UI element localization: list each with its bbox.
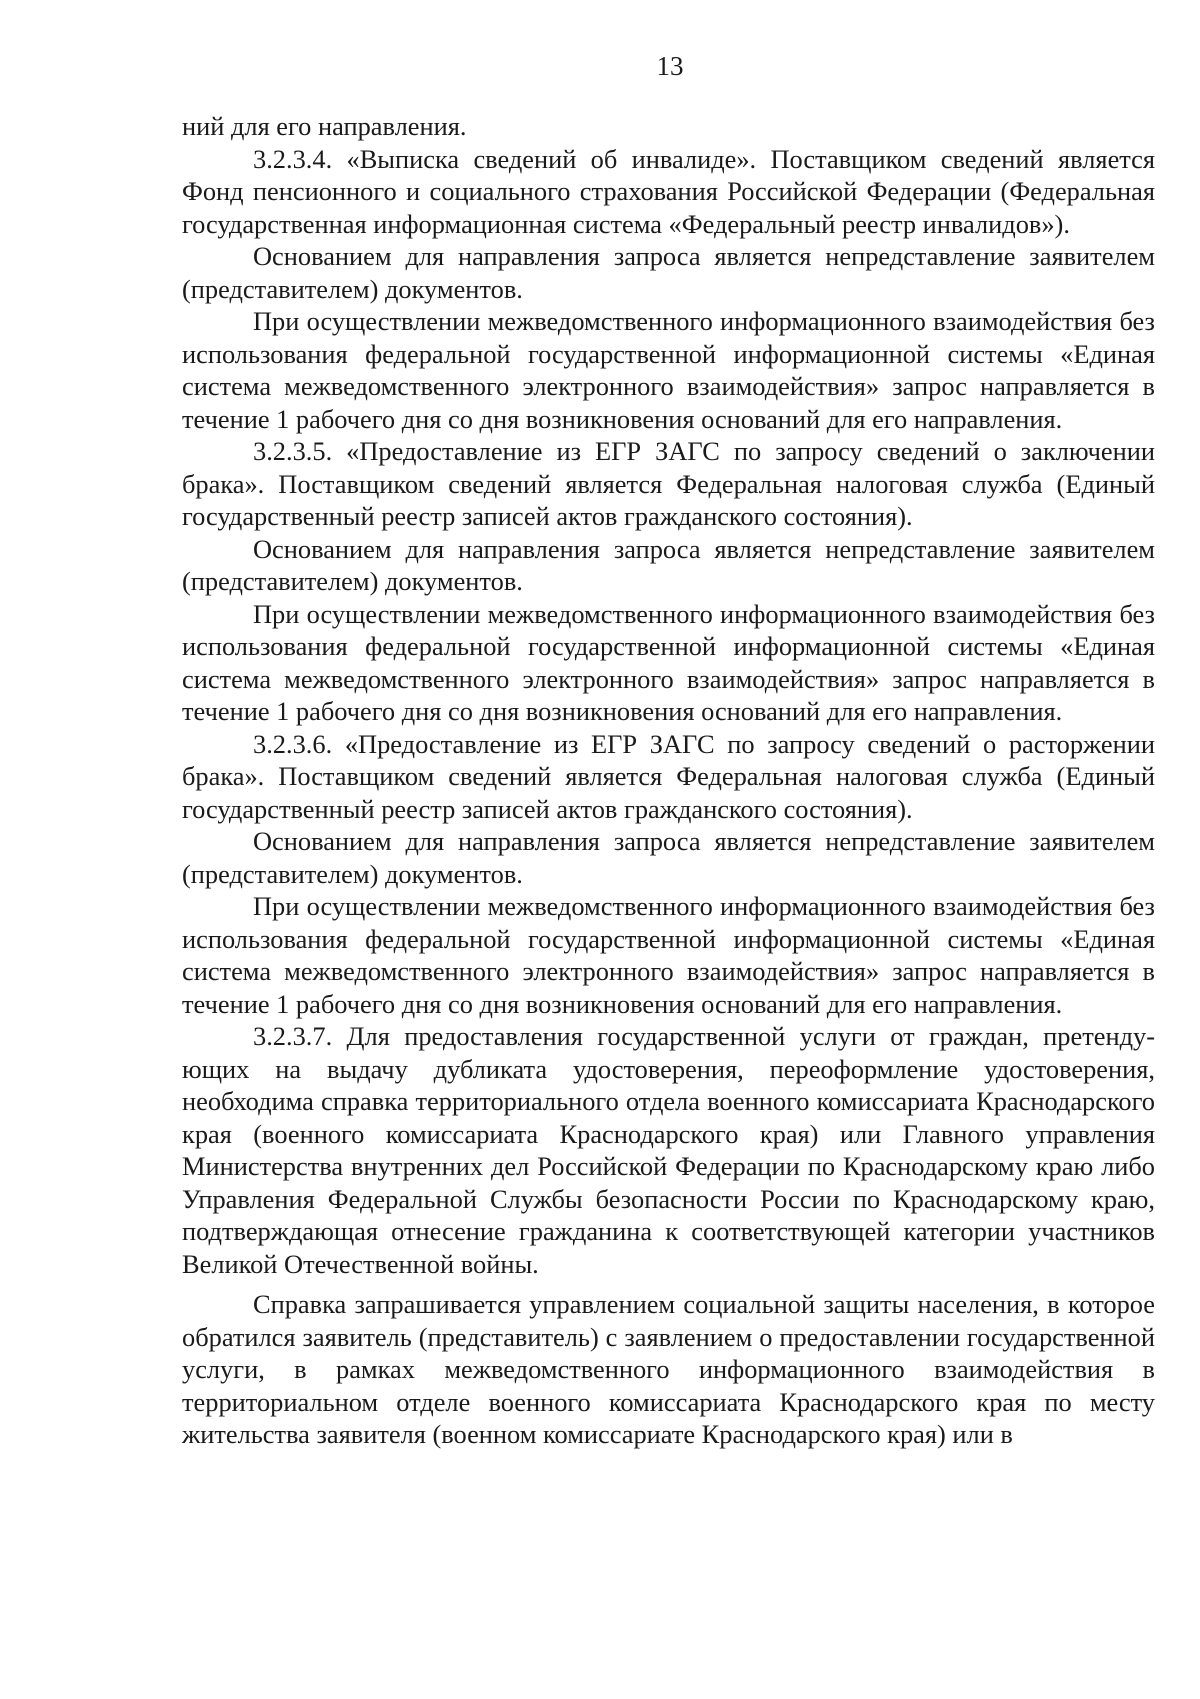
document-body [182,110,1155,1451]
paragraph-basis: Основанием для направления запроса является непредставление заявителем (представителем) документов. [182,241,1155,304]
paragraph-basis: Основанием для направления запроса является непредставление заявителем (представителем) документов. [182,533,1155,596]
paragraph-interaction: При осуществлении межведомственного информационного взаимодействия без использования федеральной государственной информационной системы «Единая система межведомственного электронного взаимодействия» запрос направляется в течение 1 рабочего дня со дня возникновения оснований для его направления. [182,306,1155,434]
paragraph-3-2-3-6: 3.2.3.6. «Предоставление из ЕГР ЗАГС по запросу сведений о расторжении брака». Поставщиком сведений является Федеральная налоговая служба (Единый государственный реестр записей актов гражданского состояния). [182,728,1155,824]
paragraph-3-2-3-5: 3.2.3.5. «Предоставление из ЕГР ЗАГС по запросу сведений о заключении брака». Поставщиком сведений является Федеральная налоговая служба (Единый государственный реестр записей актов гражданского состояния). [182,436,1155,531]
paragraph-continuation: ний для его направления. [182,111,467,141]
paragraph-3-2-3-7: 3.2.3.7. Для предоставления государственной услуги от граждан, претендующих на выдачу дубликата удостоверения, переоформление удостоверения, необходима справка территориального отдела военного комиссариата Краснодарского края (военного комиссариата Краснодарского края) или Главного управления Министерства внутренних дел Российской Федерации по Краснодарскому краю либо Управления Федеральной Службы безопасности России по Краснодарскому краю, подтверждающая отнесение гражданина к соответствующей категории участников Великой Отечественной войны. [182,1021,1155,1279]
paragraph-interaction: При осуществлении межведомственного информационного взаимодействия без использования федеральной государственной информационной системы «Единая система межведомственного электронного взаимодействия» запрос направляется в течение 1 рабочего дня со дня возникновения оснований для его направления. [182,891,1155,1019]
paragraph-basis: Основанием для направления запроса является непредставление заявителем (представителем) документов. [182,826,1155,889]
page-number: 13 [656,51,684,81]
paragraph-interaction: При осуществлении межведомственного информационного взаимодействия без использования федеральной государственной информационной системы «Единая система межведомственного электронного взаимодействия» запрос направляется в течение 1 рабочего дня со дня возникновения оснований для его направления. [182,598,1155,726]
paragraph-certificate-request: Справка запрашивается управлением социальной защиты населения, в которое обратился заявитель (представитель) с заявлением о предоставлении государственной услуги, в рамках межведомственного информационного взаимодействия в территориальном отделе военного комиссариата Краснодарского края по месту жительства заявителя (военном комиссариате Краснодарского края) или в [182,1289,1155,1449]
paragraph-3-2-3-4: 3.2.3.4. «Выписка сведений об инвалиде». Поставщиком сведений является Фонд пенсионного и социального страхования Российской Федерации (Федеральная государственная информационная система «Федеральный реестр инвалидов»). [182,143,1155,239]
